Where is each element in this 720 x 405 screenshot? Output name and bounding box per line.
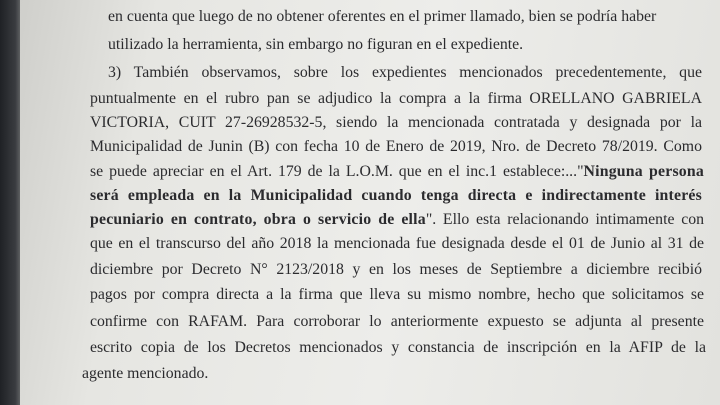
text-line-1: en cuenta que luego de no obtener oferentes en el primer llamado, bien se podría haber — [108, 8, 657, 25]
text-line-7-regular: se puede apreciar en el Art. 179 de la L.O.M. que en el inc.1 establece:..." — [90, 163, 584, 180]
text-line-8 — [90, 184, 702, 208]
text-line-7 — [90, 160, 704, 184]
text-line-11: diciembre por Decreto N° 2123/2018 y en los meses de Septiembre a diciembre recibió — [90, 261, 702, 278]
text-line-15: agente mencionado. — [82, 365, 209, 382]
text-line-8-bold: será empleada en la Municipalidad cuando tenga directa e indirectamente interés — [90, 187, 702, 204]
text-line-7-bold: Ninguna persona — [583, 163, 704, 180]
text-line-5: VICTORIA, CUIT 27-26928532-5, siendo la mencionada contratada y designada por la — [90, 114, 702, 131]
text-line-9 — [90, 208, 704, 232]
text-line-12: pagos por compra directa a la firma que lleva su mismo nombre, hecho que solicitamos se — [90, 286, 704, 303]
text-line-9-regular: ". Ello esta relacionando intimamente con — [425, 211, 704, 228]
text-line-14: escrito copia de los Decretos mencionados y constancia de inscripción en la AFIP de la — [90, 339, 706, 356]
text-line-13: confirme con RAFAM. Para corroborar lo anteriormente expuesto se adjunta al presente — [90, 313, 704, 330]
text-line-2: utilizado la herramienta, sin embargo no figuran en el expediente. — [108, 36, 524, 53]
document-page — [20, 0, 720, 405]
desk-background-edge — [0, 0, 22, 405]
text-line-10: que en el transcurso del año 2018 la mencionada fue designada desde el 01 de Junio al 31 de — [90, 235, 704, 252]
text-line-9-bold: pecuniario en contrato, obra o servicio de ella — [90, 211, 426, 228]
text-line-4: puntualmente en el rubro pan se adjudico la compra a la firma ORELLANO GABRIELA — [90, 90, 702, 107]
text-line-3: 3) También observamos, sobre los expedientes mencionados precedentemente, que — [108, 64, 702, 81]
text-line-6: Municipalidad de Junin (B) con fecha 10 de Enero de 2019, Nro. de Decreto 78/2019. Como — [90, 138, 702, 155]
